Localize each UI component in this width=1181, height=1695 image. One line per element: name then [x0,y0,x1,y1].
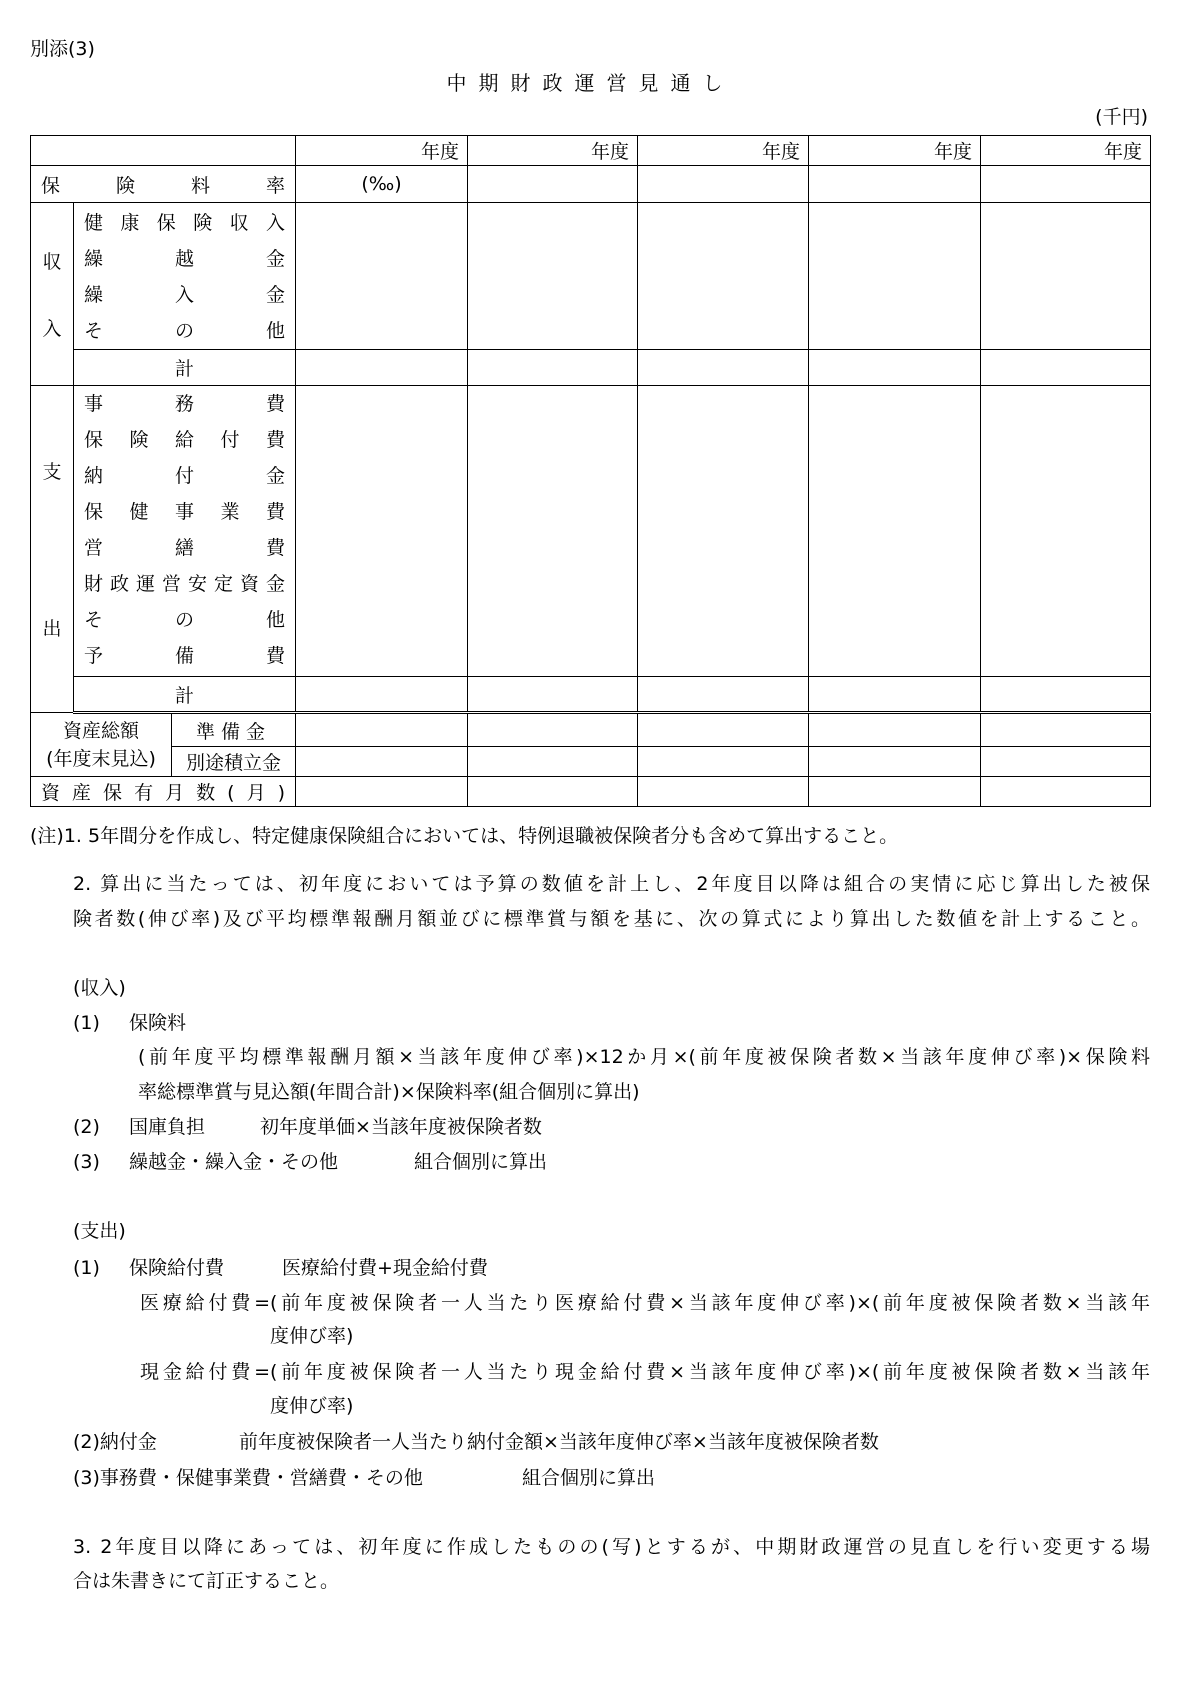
value-cell[interactable] [468,713,638,747]
value-cell[interactable] [981,747,1151,777]
expenditure-label-char: 出 [42,618,62,640]
year-header: 年度 [981,136,1151,166]
value-cell[interactable] [809,203,981,350]
value-cell[interactable] [638,677,809,713]
expense-1-formula: 医療給付費+現金給付費 [282,1257,488,1279]
value-cell[interactable] [981,203,1151,350]
corner-cell [31,136,296,166]
value-cell[interactable] [981,350,1151,386]
expenditure-item: 納付金 [84,465,286,487]
value-cell[interactable] [809,350,981,386]
year-header: 年度 [296,136,468,166]
expenditure-item: 保健事業費 [84,501,286,523]
value-cell[interactable] [638,713,809,747]
income-2-formula: 初年度単価×当該年度被保険者数 [260,1116,542,1138]
expense-3-formula: 組合個別に算出 [522,1467,656,1489]
value-cell[interactable] [468,166,638,203]
value-cell[interactable] [809,386,981,677]
value-cell[interactable] [468,350,638,386]
income-2-label: 国庫負担 [129,1116,206,1138]
income-1-formula-line1: (前年度平均標準報酬月額×当該年度伸び率)×12か月×(前年度被保険者数×当該年度伸び率)×保険料 [138,1046,1150,1068]
expense-1-label: 保険給付費 [129,1257,225,1279]
value-cell[interactable] [638,747,809,777]
note-2-line1: 2. 算出に当たっては、初年度においては予算の数値を計上し、2年度目以降は組合の実情に応じ算出した被保 [73,873,1150,895]
value-cell[interactable] [809,166,981,203]
value-cell[interactable] [638,386,809,677]
value-cell[interactable] [468,203,638,350]
expenditure-label-char: 支 [42,461,62,483]
expenditure-item: 予備費 [84,645,286,667]
assets-label-line2: (年度末見込) [46,748,156,770]
medical-benefit-formula-line1: 医療給付費=(前年度被保険者一人当たり医療給付費×当該年度伸び率)×(前年度被保険者数×当該年 [140,1292,1150,1314]
attachment-label: 別添(3) [30,38,95,60]
value-cell[interactable] [981,777,1151,807]
expenditure-label [31,457,73,641]
income-item: その他 [84,320,286,342]
expenditure-total-row [31,677,1151,713]
expenditure-item: その他 [84,609,286,631]
value-cell[interactable] [468,777,638,807]
value-cell[interactable] [638,777,809,807]
assets-separate-row [31,747,1151,777]
year-header: 年度 [638,136,809,166]
note-1: (注)1. 5年間分を作成し、特定健康保険組合においては、特例退職被保険者分も含めて算出すること。 [30,825,899,847]
separate-reserve-label: 別途積立金 [172,747,296,777]
value-cell[interactable] [809,713,981,747]
value-cell[interactable] [296,777,468,807]
cash-benefit-formula-line2: 度伸び率) [270,1395,354,1417]
income-total-row [31,350,1151,386]
assets-total-label [31,713,172,777]
note-2-line2: 険者数(伸び率)及び平均標準報酬月額並びに標準賞与額を基に、次の算式により算出した数値を計上すること。 [73,908,1150,930]
income-1-number: (1) [73,1012,100,1034]
income-3-label: 繰越金・繰入金・その他 [129,1151,339,1173]
income-heading: (収入) [73,977,126,999]
reserve-label: 準備金 [172,713,296,747]
expense-1-number: (1) [73,1257,100,1279]
months-held-row [31,777,1151,807]
income-label-char: 入 [42,318,62,340]
income-label [31,247,73,341]
income-2-number: (2) [73,1116,100,1138]
medical-benefit-formula-line2: 度伸び率) [270,1325,354,1347]
assets-label-line1: 資産総額 [62,720,139,742]
income-3-number: (3) [73,1151,100,1173]
note-3-line2: 合は朱書きにて訂正すること。 [73,1570,340,1592]
income-items-row [31,203,1151,350]
value-cell[interactable] [296,386,468,677]
header-row [31,136,1151,166]
income-3-formula: 組合個別に算出 [414,1151,548,1173]
income-item: 健康保険収入 [84,212,286,234]
expenditure-total-label: 計 [74,677,296,713]
assets-reserve-row [31,713,1151,747]
value-cell[interactable] [981,386,1151,677]
income-label-char: 収 [42,251,62,273]
income-total-label: 計 [74,350,296,386]
premium-rate-row [31,166,1151,203]
expense-heading: (支出) [73,1220,126,1242]
value-cell[interactable] [468,747,638,777]
year-header: 年度 [468,136,638,166]
income-item: 繰越金 [84,248,286,270]
income-1-label: 保険料 [129,1012,187,1034]
unit-label: (千円) [1095,106,1148,128]
expenditure-item: 営繕費 [84,537,286,559]
value-cell[interactable] [809,777,981,807]
value-cell[interactable] [468,386,638,677]
premium-rate-unit: (‰) [296,166,468,203]
value-cell[interactable] [981,166,1151,203]
value-cell[interactable] [296,350,468,386]
financial-outlook-table [30,135,1151,807]
value-cell[interactable] [468,677,638,713]
expenditure-item: 事務費 [84,393,286,415]
expense-3-label: (3)事務費・保健事業費・営繕費・その他 [73,1467,423,1489]
value-cell[interactable] [638,350,809,386]
cash-benefit-formula-line1: 現金給付費=(前年度被保険者一人当たり現金給付費×当該年度伸び率)×(前年度被保険者数×当該年 [140,1361,1150,1383]
value-cell[interactable] [296,713,468,747]
value-cell[interactable] [981,713,1151,747]
income-item: 繰入金 [84,284,286,306]
value-cell[interactable] [296,203,468,350]
expense-2-formula: 前年度被保険者一人当たり納付金額×当該年度伸び率×当該年度被保険者数 [239,1431,879,1453]
expenditure-item: 財政運営安定資金 [84,573,286,595]
page-title: 中期財政運営見通し [446,71,735,95]
months-held-label: 資産保有月数(月) [41,782,286,804]
note-3-line1: 3. 2年度目以降にあっては、初年度に作成したものの(写)とするが、中期財政運営の見直しを行い変更する場 [73,1536,1150,1558]
income-1-formula-line2: 率総標準賞与見込額(年間合計)×保険料率(組合個別に算出) [138,1081,640,1103]
value-cell[interactable] [638,203,809,350]
value-cell[interactable] [296,677,468,713]
year-header: 年度 [809,136,981,166]
premium-rate-label: 保険料率 [41,174,286,197]
value-cell[interactable] [296,747,468,777]
value-cell[interactable] [981,677,1151,713]
value-cell[interactable] [638,166,809,203]
value-cell[interactable] [809,677,981,713]
expenditure-items-row [31,386,1151,677]
expenditure-item: 保険給付費 [84,429,286,451]
value-cell[interactable] [809,747,981,777]
expense-2-label: (2)納付金 [73,1431,157,1453]
